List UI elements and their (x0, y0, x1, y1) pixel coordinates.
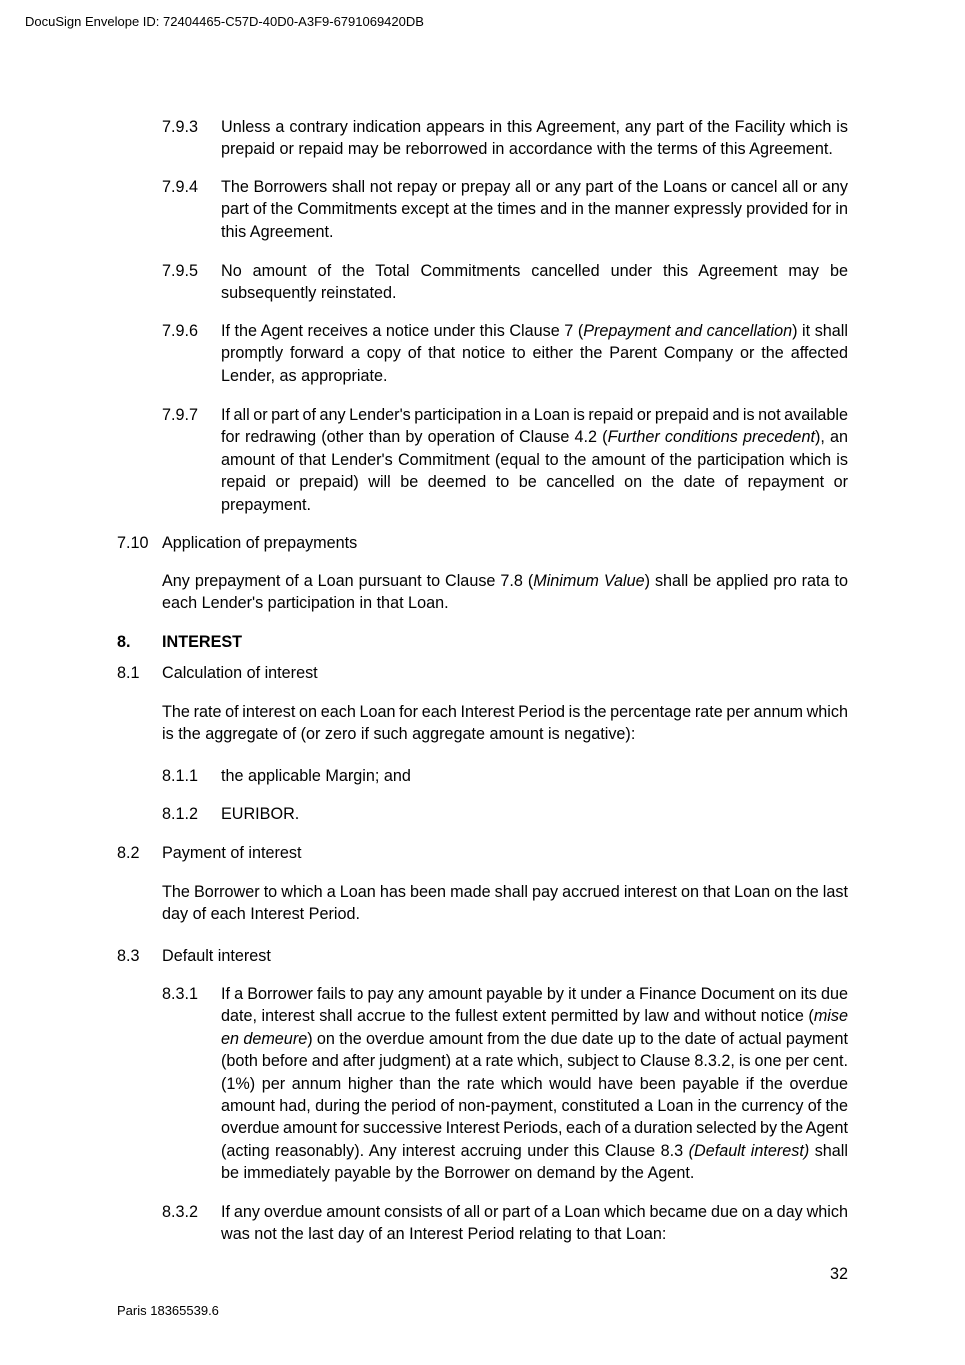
text-line (221, 1050, 848, 1072)
line-text: amount had, during the period of non-payment, constituted a Loan in the currency of the (221, 1096, 848, 1115)
clause-text (221, 404, 848, 516)
line-text: overdue amount for successive Interest Periods, each of a duration selected by the Agent (221, 1119, 848, 1138)
line-text (221, 1007, 848, 1025)
clause-number: 7.9.5 (162, 262, 199, 280)
line-text: (both before and after judgment) at a rate which, subject to Clause 8.3.2, is one per cent. (221, 1052, 848, 1071)
line-text: prepaid or repaid may be reborrowed in accordance with the terms of this Agreement. (221, 140, 833, 159)
line-text: be immediately payable by the Borrower on demand by the Agent. (221, 1164, 695, 1183)
line-text (221, 322, 848, 340)
text-segment: Any prepayment of a Loan pursuant to Clause 7.8 ( (162, 572, 534, 590)
text-segment: ) shall be applied pro rata to (644, 572, 849, 590)
text-line (221, 1162, 848, 1184)
text-line (221, 1140, 848, 1162)
text-line (221, 138, 848, 160)
line-text: EURIBOR. (221, 805, 300, 823)
text-line (162, 701, 848, 723)
text-segment: ) it shall (792, 322, 848, 340)
text-line (221, 282, 848, 304)
clause-text (221, 765, 848, 787)
line-text: prepayment. (221, 495, 311, 514)
text-segment: (acting reasonably). Any interest accruing under this Clause 8.3 (221, 1141, 689, 1160)
italic-term: en demeure (221, 1029, 308, 1048)
text-line (221, 176, 848, 198)
text-line (162, 723, 848, 745)
line-text: The Borrowers shall not repay or prepay all or any part of the Loans or cancel all or any (221, 178, 848, 196)
text-segment: date, interest shall accrue to the fullest extent permitted by law and without notice ( (221, 1007, 814, 1026)
line-text: No amount of the Total Commitments cancelled under this Agreement may be (221, 262, 848, 280)
line-text: (1%) per annum higher than the rate which would have been payable if the overdue (221, 1074, 848, 1093)
text-line (162, 903, 848, 925)
line-text (162, 572, 848, 590)
clause-number: 7.9.6 (162, 322, 199, 340)
line-text (221, 1030, 848, 1048)
line-text: promptly forward a copy of that notice to either the Parent Company or the affected (221, 344, 848, 363)
text-line (221, 803, 848, 825)
text-line (162, 881, 848, 903)
line-text: Unless a contrary indication appears in this Agreement, any part of the Facility which is (221, 118, 848, 136)
clause-number: 7.10 (117, 534, 149, 552)
clause-title: Payment of interest (162, 844, 302, 862)
text-line (221, 1117, 848, 1139)
clause-text (221, 983, 848, 1185)
line-text: repaid or prepaid) will be deemed to be cancelled on the date of repayment or (221, 473, 848, 492)
text-segment: for redrawing (other than by operation of Clause 4.2 ( (221, 428, 608, 447)
clause-number: 8.1.1 (162, 767, 199, 785)
clause-number: 7.9.4 (162, 178, 199, 196)
italic-clause-title: Prepayment and cancellation (583, 322, 793, 340)
line-text: each Lender's participation in that Loan. (162, 594, 449, 613)
text-line (221, 365, 848, 387)
section-title: INTEREST (162, 633, 243, 651)
text-segment: ), an (814, 428, 849, 447)
line-text: is the aggregate of (or zero if such aggregate amount is negative): (162, 725, 636, 744)
italic-clause-title: (Default interest) (688, 1141, 810, 1160)
line-text: If a Borrower fails to pay any amount payable by it under a Finance Document on its due (221, 985, 848, 1003)
clause-number: 7.9.7 (162, 406, 199, 424)
clause-title: Default interest (162, 947, 271, 965)
paragraph-text (162, 701, 848, 746)
line-text: If any overdue amount consists of all or part of a Loan which became due on a day which (221, 1203, 848, 1221)
text-line (221, 1005, 848, 1027)
section-number: 8. (117, 633, 131, 651)
italic-clause-title: Minimum Value (533, 572, 645, 590)
text-line (221, 320, 848, 342)
clause-text (221, 116, 848, 161)
docusign-envelope-id: DocuSign Envelope ID: 72404465-C57D-40D0-A3F9-6791069420DB (25, 14, 424, 29)
line-text: If all or part of any Lender's participation in a Loan is repaid or prepaid and is not available (221, 406, 848, 424)
text-line (221, 1095, 848, 1117)
text-line (221, 1073, 848, 1095)
text-line (221, 765, 848, 787)
document-reference: Paris 18365539.6 (117, 1303, 219, 1318)
text-segment: If the Agent receives a notice under this Clause 7 ( (221, 322, 584, 340)
text-line (221, 1223, 848, 1245)
line-text (221, 428, 848, 446)
text-line (221, 221, 848, 243)
line-text: was not the last day of an Interest Period relating to that Loan: (221, 1225, 667, 1244)
clause-text (221, 1201, 848, 1246)
clause-number: 8.1.2 (162, 805, 199, 823)
italic-clause-title: Further conditions precedent (607, 428, 815, 447)
line-text: The Borrower to which a Loan has been made shall pay accrued interest on that Loan on the last (162, 883, 848, 901)
line-text: the applicable Margin; and (221, 767, 411, 785)
text-segment: shall (809, 1141, 848, 1160)
italic-term: mise (813, 1007, 848, 1026)
clause-text (221, 176, 848, 243)
text-line (221, 494, 848, 516)
clause-number: 7.9.3 (162, 118, 199, 136)
line-text: amount of that Lender's Commitment (equal to the amount of the participation which is (221, 450, 848, 469)
text-segment: ) on the overdue amount from the due date up to the date of actual payment (307, 1029, 848, 1048)
line-text: part of the Commitments except at the times and in the manner expressly provided for in (221, 200, 848, 219)
clause-text (221, 803, 848, 825)
paragraph-text (162, 570, 848, 615)
clause-number: 8.1 (117, 664, 140, 682)
text-line (221, 116, 848, 138)
text-line (162, 570, 848, 592)
text-line (162, 592, 848, 614)
line-text (221, 1142, 848, 1160)
text-line (221, 471, 848, 493)
clause-title: Application of prepayments (162, 534, 358, 552)
text-line (221, 1201, 848, 1223)
clause-number: 8.2 (117, 844, 140, 862)
text-line (221, 260, 848, 282)
paragraph-text (162, 881, 848, 926)
text-line (221, 983, 848, 1005)
line-text: Lender, as appropriate. (221, 366, 388, 385)
text-line (221, 198, 848, 220)
clause-text (221, 260, 848, 305)
text-line (221, 449, 848, 471)
line-text: day of each Interest Period. (162, 905, 360, 924)
line-text: The rate of interest on each Loan for each Interest Period is the percentage rate per annum which (162, 703, 848, 721)
clause-number: 8.3 (117, 947, 140, 965)
text-line (221, 342, 848, 364)
text-line (221, 1028, 848, 1050)
page-number: 32 (829, 1265, 848, 1283)
clause-text (221, 320, 848, 387)
clause-title: Calculation of interest (162, 664, 318, 682)
line-text: this Agreement. (221, 222, 334, 241)
clause-number: 8.3.2 (162, 1203, 199, 1221)
clause-number: 8.3.1 (162, 985, 199, 1003)
text-line (221, 426, 848, 448)
line-text: subsequently reinstated. (221, 284, 397, 303)
text-line (221, 404, 848, 426)
